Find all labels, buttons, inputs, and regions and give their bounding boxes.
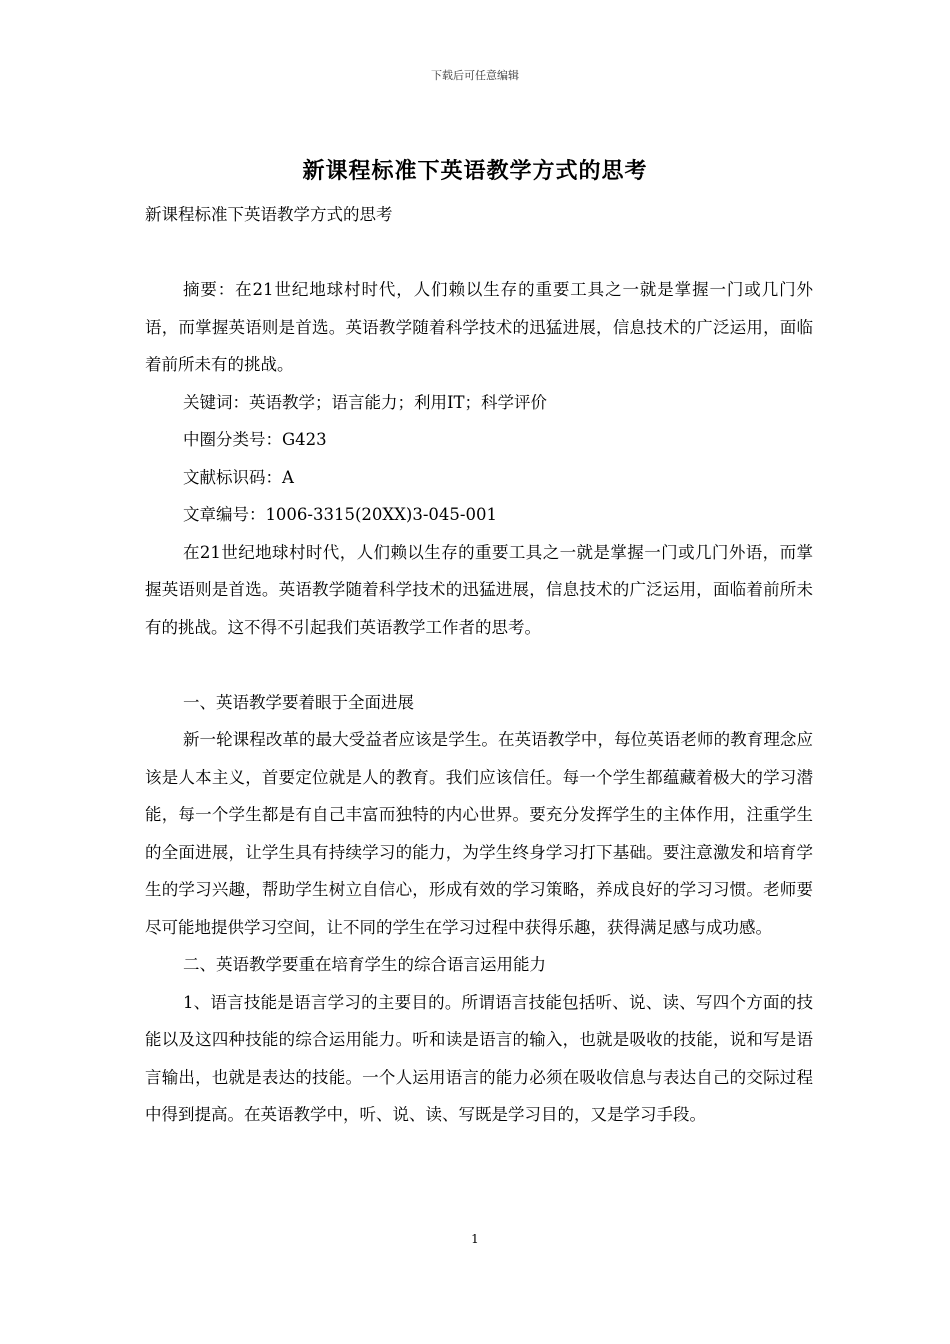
doc-code-line: 文献标识码：A bbox=[182, 467, 294, 487]
section2-paragraph: 1、语言技能是语言学习的主要目的。所谓语言技能包括听、说、读、写四个方面的技能以及这四种技能的综合运用能力。听和读是语言的输入，也就是吸收的技能，说和写是语言输出，也就是表达的技能。一个人运用语言的能力必须在吸收信息与表达自己的交际过程中得到提高。在英语教学中，听、说、读、写既是学习目的，又是学习手段。 bbox=[145, 992, 813, 1124]
document-body bbox=[145, 196, 813, 1134]
spacer bbox=[145, 234, 813, 272]
section1-paragraph: 新一轮课程改革的最大受益者应该是学生。在英语教学中，每位英语老师的教育理念应该是人本主义，首要定位就是人的教育。我们应该信任。每一个学生都蕴藏着极大的学习潜能，每一个学生都是有自己丰富而独特的内心世界。要充分发挥学生的主体作用，注重学生的全面进展，让学生具有持续学习的能力，为学生终身学习打下基础。要注意激发和培育学生的学习兴趣，帮助学生树立自信心，形成有效的学习策略，养成良好的学习习惯。老师要尽可能地提供学习空间，让不同的学生在学习过程中获得乐趣，获得满足感与成功感。 bbox=[145, 730, 813, 937]
document-title: 新课程标准下英语教学方式的思考 bbox=[302, 158, 648, 184]
intro-paragraph: 在21世纪地球村时代，人们赖以生存的重要工具之一就是掌握一门或几门外语，而掌握英语则是首选。英语教学随着科学技术的迅猛进展，信息技术的广泛运用，面临着前所未有的挑战。这不得不引起我们英语教学工作者的思考。 bbox=[145, 542, 813, 637]
keywords-line: 关键词：英语教学；语言能力；利用IT；科学评价 bbox=[182, 392, 547, 412]
abstract-paragraph: 摘要：在21世纪地球村时代，人们赖以生存的重要工具之一就是掌握一门或几门外语，而掌握英语则是首选。英语教学随着科学技术的迅猛进展，信息技术的广泛运用，面临着前所未有的挑战。 bbox=[145, 280, 813, 374]
page-number: 1 bbox=[471, 1232, 479, 1246]
subtitle: 新课程标准下英语教学方式的思考 bbox=[145, 205, 393, 224]
spacer bbox=[145, 646, 813, 684]
classification-line: 中圈分类号：G423 bbox=[182, 430, 327, 449]
article-number-line: 文章编号：1006-3315(20XX)3-045-001 bbox=[182, 505, 497, 524]
section2-heading: 二、英语教学要重在培育学生的综合语言运用能力 bbox=[182, 955, 546, 974]
header-note: 下载后可任意编辑 bbox=[431, 69, 519, 82]
section1-heading: 一、英语教学要着眼于全面进展 bbox=[182, 692, 414, 712]
